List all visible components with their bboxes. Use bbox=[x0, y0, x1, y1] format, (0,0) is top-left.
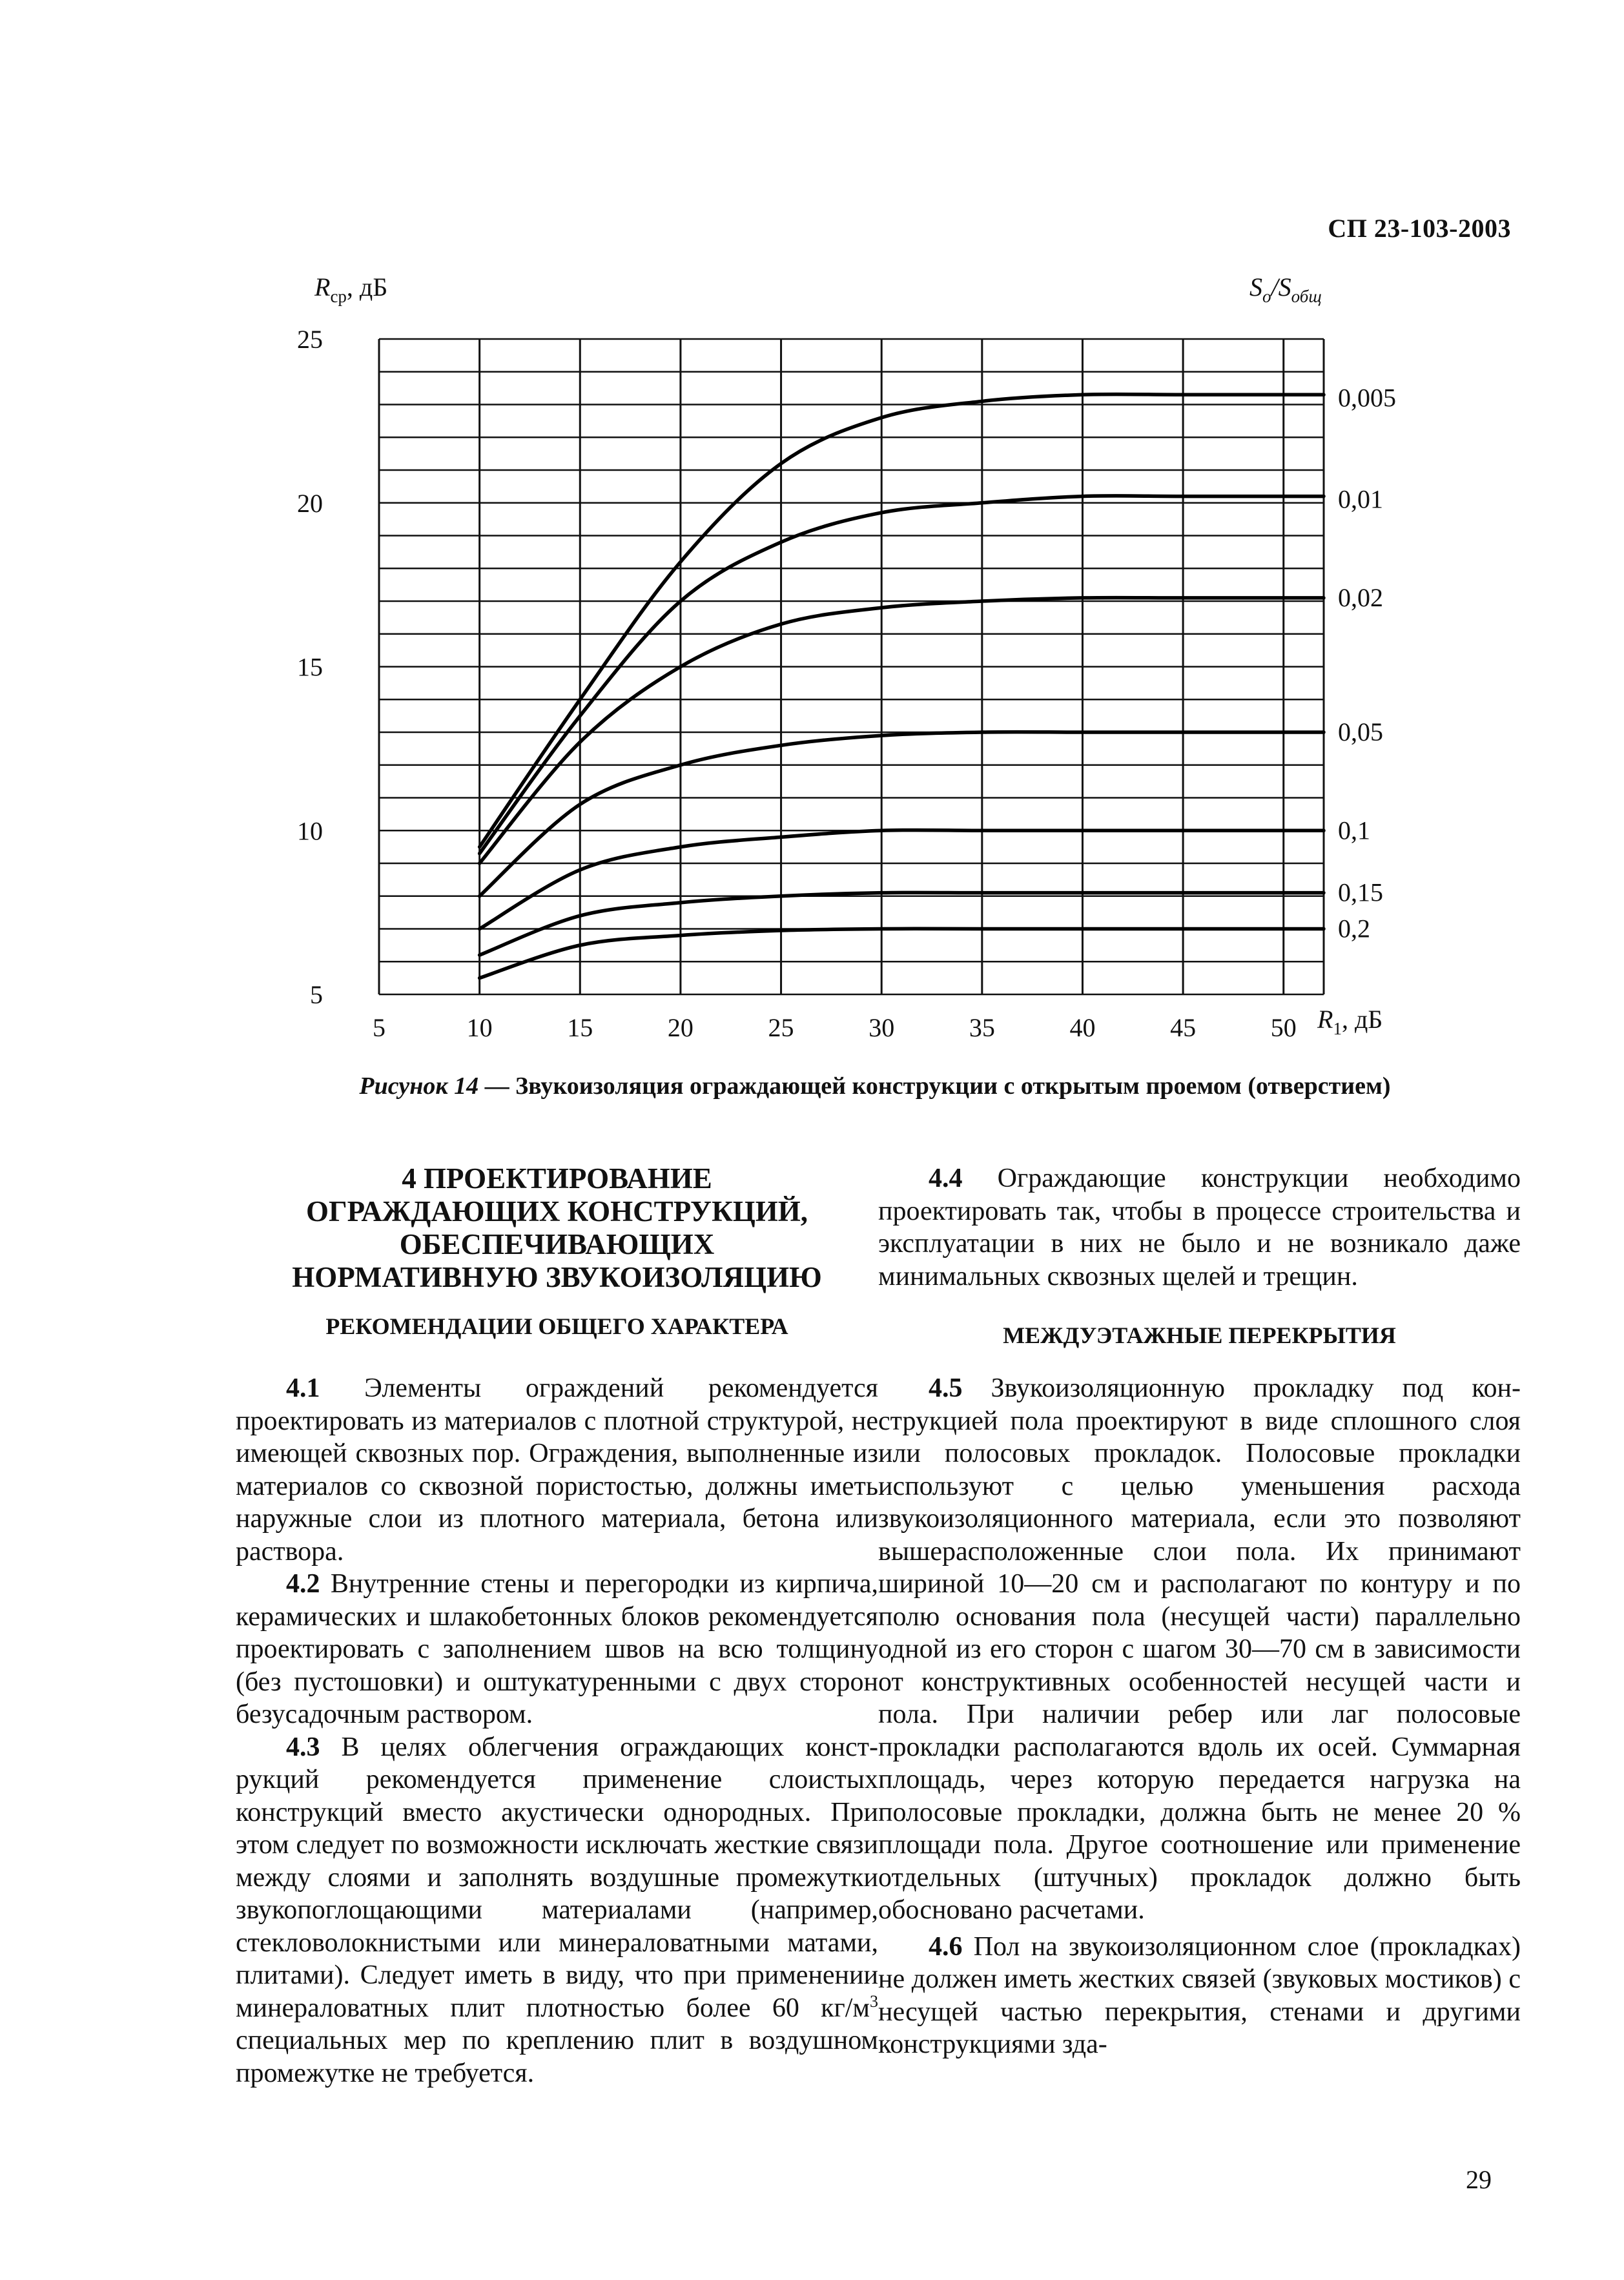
x-tick-label: 40 bbox=[1069, 1013, 1096, 1042]
section-title-line: ОГРАЖДАЮЩИХ КОНСТРУКЦИЙ, bbox=[306, 1195, 808, 1227]
y-tick-label: 5 bbox=[310, 980, 323, 1009]
series-curve bbox=[480, 892, 1324, 955]
page-number: 29 bbox=[1466, 2165, 1492, 2194]
x-tick-label: 10 bbox=[466, 1013, 493, 1042]
series-label: 0,02 bbox=[1338, 582, 1383, 612]
subsection-title-general: РЕКОМЕНДАЦИИ ОБЩЕГО ХАРАКТЕРА bbox=[325, 1313, 788, 1339]
right-text-column bbox=[878, 1162, 1521, 2061]
series-curve bbox=[480, 929, 1324, 978]
paragraph-4-5: 4.5 Звукоизоляционную прокладку под конструкцией пола проектируют в виде сплошного слоя или полосовых прокладок. Полосовые прокладки используют с целью уменьшения расхода звукоизоляционного материала, если это позволяют вышерасположенные слои пола. Их принимают шириной 10—20 см и располагают по контуру и по полю основания пола (несущей части) параллельно одной из его сторон с шагом 30—70 см в зависимости от конструктивных особенностей несущей части и пола. При наличии ребер или лаг полосовые прокладки располагаются вдоль их осей. Суммарная площадь, через которую передается нагрузка на полосовые прокладки, должна быть не менее 20 % площади пола. Другое соотношение или применение отдельных (штучных) прокладок должно быть обосновано расчетами. bbox=[878, 1373, 1521, 1925]
section-title bbox=[236, 1162, 878, 1294]
right-axis-title: $S_о/S_{общ}$ bbox=[1249, 272, 1322, 306]
x-axis-title: $R_1$, дБ bbox=[1317, 1005, 1383, 1038]
document-code: СП 23-103-2003 bbox=[1328, 214, 1511, 243]
series-label: 0,01 bbox=[1338, 484, 1383, 514]
y-axis-title: $R_{ср}$, дБ bbox=[314, 272, 388, 306]
series-curve bbox=[480, 496, 1324, 854]
figure-caption bbox=[326, 1072, 1424, 1100]
figure-caption-label: Рисунок 14 bbox=[359, 1073, 479, 1100]
section-title-line: ОБЕСПЕЧИВАЮЩИХ bbox=[399, 1228, 715, 1260]
paragraph-4-6: 4.6 Пол на звукоизоляционном слое (прокладках) не должен иметь жестких связей (звуковых мостиков) с несущей частью перекрытия, стенами и другими конструкциями зда- bbox=[878, 1931, 1521, 2059]
x-tick-label: 35 bbox=[969, 1013, 995, 1042]
series-label: 0,05 bbox=[1338, 717, 1383, 746]
chart-curves bbox=[480, 395, 1324, 978]
x-tick-label: 50 bbox=[1270, 1013, 1297, 1042]
series-label: 0,1 bbox=[1338, 816, 1370, 845]
subsection-title-floors: МЕЖДУЭТАЖНЫЕ ПЕРЕКРЫТИЯ bbox=[1003, 1322, 1396, 1348]
series-label: 0,2 bbox=[1338, 914, 1370, 943]
chart-labels bbox=[297, 325, 1396, 1042]
chart-axis-titles bbox=[314, 272, 1382, 1038]
series-label: 0,005 bbox=[1338, 383, 1396, 413]
y-tick-label: 15 bbox=[297, 652, 323, 682]
paragraph-4-2: 4.2 Внутренние стены и перегородки из кирпича, керамических и шлакобетонных блоков рекомендуется проектировать с заполнением швов на всю толщину (без пустошовки) и оштукатуренными с двух сторон безусадочным раствором. bbox=[236, 1569, 878, 1729]
paragraph-4-1: 4.1 Элементы ограждений рекомендуется проектировать из материалов с плотной структурой, не имеющей сквозных пор. Ограждения, выполненные из материалов со сквозной пористостью, должны иметь наружные слои из плотного материала, бетона или раствора. bbox=[236, 1373, 878, 1566]
chart-grid bbox=[379, 339, 1324, 994]
section-title-line: 4 ПРОЕКТИРОВАНИЕ bbox=[402, 1162, 712, 1195]
series-curve bbox=[480, 732, 1324, 896]
series-curve bbox=[480, 830, 1324, 929]
left-text-column bbox=[236, 1162, 878, 2090]
section-title-line: НОРМАТИВНУЮ ЗВУКОИЗОЛЯЦИЮ bbox=[292, 1261, 822, 1293]
figure-caption-text: — Звукоизоляция ограждающей конструкции с открытым проемом (отверстием) bbox=[478, 1073, 1391, 1100]
x-tick-label: 15 bbox=[567, 1013, 593, 1042]
y-tick-label: 10 bbox=[297, 816, 323, 846]
x-tick-label: 25 bbox=[768, 1013, 794, 1042]
paragraph-4-4: 4.4 Ограждающие конструкции необходимо проектировать так, чтобы в процессе строительства и эксплуатации в них не было и не возникало даже минимальных сквозных щелей и трещин. bbox=[878, 1164, 1521, 1291]
paragraph-4-3: 4.3 В целях облегчения ограждающих конструкций рекомендуется применение слоистых конструкций вместо акустически однородных. При этом следует по возможности исключать жесткие связи между слоями и заполнять воздушные промежутки звукопоглощающими материалами (например, стекловолокнистыми или минераловатными матами, плитами). Следует иметь в виду, что при применении минераловатных плит плотностью более 60 $кг/м^3$ специальных мер по креплению плит в воздушном промежутке не требуется. bbox=[236, 1732, 878, 2088]
series-curve bbox=[480, 395, 1324, 847]
series-label: 0,15 bbox=[1338, 878, 1383, 907]
x-tick-label: 5 bbox=[373, 1013, 385, 1042]
sound-insulation-chart bbox=[0, 0, 1624, 1065]
y-tick-label: 20 bbox=[297, 488, 323, 518]
y-tick-label: 25 bbox=[297, 325, 323, 354]
x-tick-label: 20 bbox=[667, 1013, 694, 1042]
x-tick-label: 45 bbox=[1170, 1013, 1197, 1042]
x-tick-label: 30 bbox=[869, 1013, 895, 1042]
